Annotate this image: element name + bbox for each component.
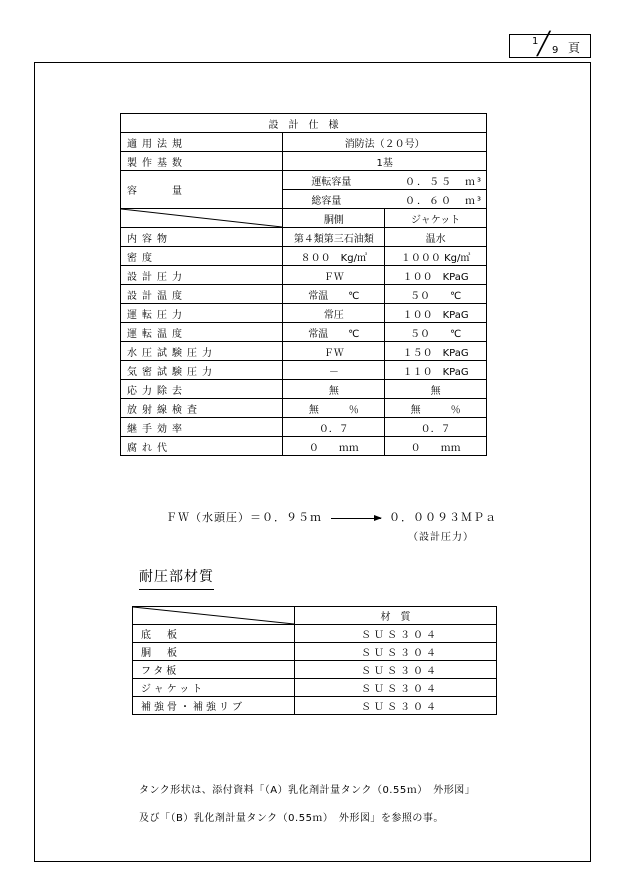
row-label: 運転温度 [121, 323, 283, 342]
op-capacity-cell [283, 171, 487, 190]
part-material: ＳＵＳ３０４ [295, 643, 497, 661]
spec-title: 設 計 仕 様 [121, 114, 487, 133]
formula-rhs: ０．００９３ＭＰａ [389, 511, 497, 524]
row-label: 放射線検査 [121, 399, 283, 418]
row-body-value: ８００ Kg/㎥ [283, 247, 385, 266]
table-row [121, 380, 487, 399]
row-label: 水圧試験圧力 [121, 342, 283, 361]
row-body-value: 第４類第三石油類 [283, 228, 385, 247]
part-material: ＳＵＳ３０４ [295, 625, 497, 643]
row-label: 腐れ代 [121, 437, 283, 456]
row-body-value: ０．７ [283, 418, 385, 437]
row-jacket-value: 無 [385, 380, 487, 399]
materials-col-header: 材 質 [295, 607, 497, 625]
page-unit: 頁 [568, 41, 581, 55]
part-name: フタ板 [133, 661, 295, 679]
diagonal-line [133, 607, 294, 624]
row-label: 気密試験圧力 [121, 361, 283, 380]
row-body-value: 常温 ℃ [283, 285, 385, 304]
row-jacket-value: １００ KPaG [385, 304, 487, 323]
table-row [133, 625, 497, 643]
part-material: ＳＵＳ３０４ [295, 697, 497, 715]
materials-table [132, 606, 497, 715]
table-row [121, 266, 487, 285]
part-material: ＳＵＳ３０４ [295, 679, 497, 697]
row-body-value: 無 ％ [283, 399, 385, 418]
table-row [121, 285, 487, 304]
row-jacket-value: ０ ｍｍ [385, 437, 487, 456]
part-name: ジャケット [133, 679, 295, 697]
row-jacket-value: 無 ％ [385, 399, 487, 418]
row-label: 設計温度 [121, 285, 283, 304]
table-row [133, 697, 497, 715]
row-jacket-value: ０．７ [385, 418, 487, 437]
table-row [121, 342, 487, 361]
current-page: 1 [532, 36, 539, 47]
part-material: ＳＵＳ３０４ [295, 661, 497, 679]
table-row [133, 661, 497, 679]
row-jacket-value: １０００ Kg/㎥ [385, 247, 487, 266]
part-name: 補強骨・補強リブ [133, 697, 295, 715]
row-jacket-value: １５０ KPaG [385, 342, 487, 361]
note-line-1: タンク形状は、添付資料「（A）乳化剤計量タンク（0.55ｍ） 外形図」 [139, 785, 476, 796]
part-name: 底 板 [133, 625, 295, 643]
total-pages: 9 [552, 45, 559, 56]
materials-heading: 耐圧部材質 [139, 566, 214, 590]
table-row [133, 643, 497, 661]
col-body: 胴側 [283, 209, 385, 228]
table-row [121, 437, 487, 456]
qty-label: 製作基数 [121, 152, 283, 171]
total-capacity-label: 総容量 [311, 195, 342, 207]
formula-lhs: ＦＷ（水頭圧）＝０．９５ｍ [166, 511, 322, 524]
pressure-formula [166, 509, 497, 525]
row-body-value: ＦＷ [283, 342, 385, 361]
row-jacket-value: ５０ ℃ [385, 323, 487, 342]
op-capacity-label: 運転容量 [311, 176, 352, 188]
capacity-label: 容 量 [121, 171, 283, 209]
table-row [121, 361, 487, 380]
table-row [121, 247, 487, 266]
law-label: 適用法規 [121, 133, 283, 152]
note-line-2: 及び「（B）乳化剤計量タンク（0.55ｍ） 外形図」を参照の事。 [139, 813, 444, 824]
table-row [121, 418, 487, 437]
header-diagonal-cell [121, 209, 283, 228]
spec-table [120, 113, 487, 456]
row-body-value: ０ ｍｍ [283, 437, 385, 456]
right-arrow-icon [331, 518, 381, 519]
row-body-value: 無 [283, 380, 385, 399]
page-slash: ╱ [537, 32, 551, 57]
row-label: 応力除去 [121, 380, 283, 399]
formula-note: （設計圧力） [408, 532, 474, 543]
row-body-value: 常圧 [283, 304, 385, 323]
row-body-value: 常温 ℃ [283, 323, 385, 342]
row-jacket-value: １１０ KPaG [385, 361, 487, 380]
col-jacket: ジャケット [385, 209, 487, 228]
row-body-value: ＦＷ [283, 266, 385, 285]
table-row [121, 399, 487, 418]
row-label: 密度 [121, 247, 283, 266]
diagonal-line [121, 209, 282, 227]
part-name: 胴 板 [133, 643, 295, 661]
page-number-box [509, 34, 591, 58]
row-jacket-value: 温水 [385, 228, 487, 247]
row-label: 運転圧力 [121, 304, 283, 323]
row-label: 継手効率 [121, 418, 283, 437]
op-capacity-value: ０．５５ ｍ³ [404, 176, 483, 188]
row-jacket-value: １００ KPaG [385, 266, 487, 285]
row-label: 内容物 [121, 228, 283, 247]
law-value: 消防法（２０号） [283, 133, 487, 152]
table-row [133, 679, 497, 697]
total-capacity-cell [283, 190, 487, 209]
row-body-value: － [283, 361, 385, 380]
qty-value: 1基 [283, 152, 487, 171]
materials-diagonal-cell [133, 607, 295, 625]
table-row [121, 323, 487, 342]
table-row [121, 304, 487, 323]
table-row [121, 228, 487, 247]
row-jacket-value: ５０ ℃ [385, 285, 487, 304]
total-capacity-value: ０．６０ ｍ³ [404, 195, 483, 207]
row-label: 設計圧力 [121, 266, 283, 285]
